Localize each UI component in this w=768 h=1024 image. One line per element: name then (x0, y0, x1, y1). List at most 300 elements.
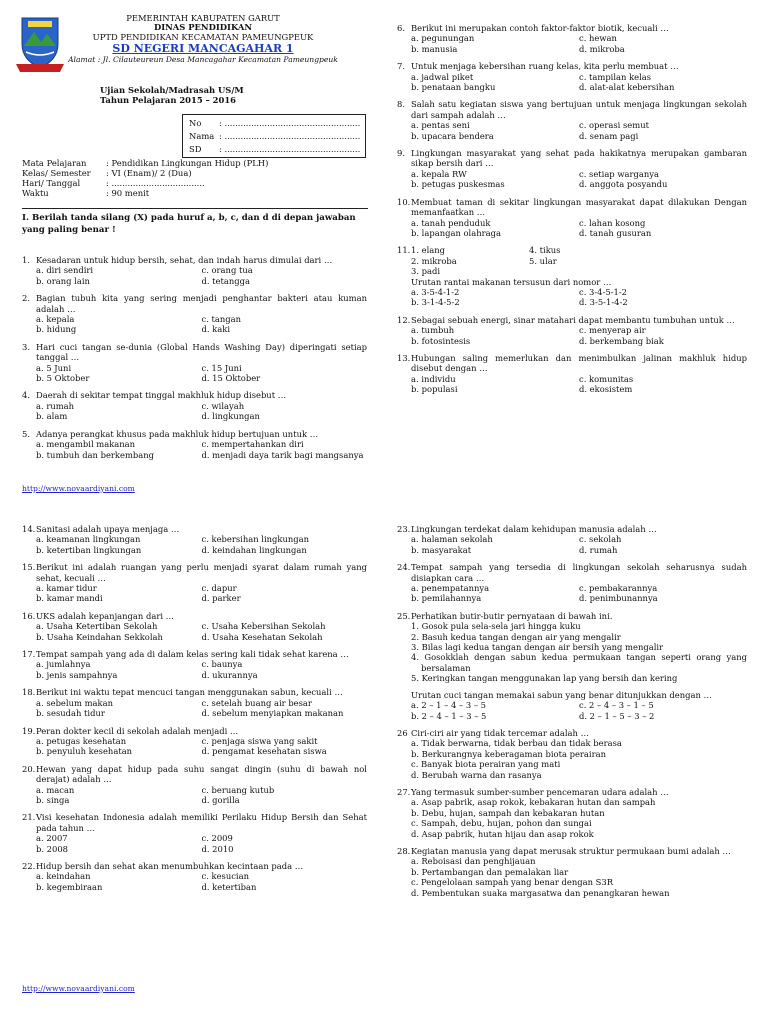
answer-options (397, 287, 747, 308)
left-column-2 (22, 524, 367, 899)
question-number: 27. (397, 786, 411, 797)
question-number: 20. (22, 763, 36, 774)
answer-option[interactable]: c. kebersihan lingkungan (201, 534, 310, 545)
answer-options (22, 736, 367, 757)
question-6 (397, 23, 747, 54)
id-blank[interactable]: : ................................................... (219, 144, 361, 154)
question-number: 13. (397, 352, 411, 363)
answer-option[interactable]: d. 2 – 1 – 5 – 3 – 2 (579, 710, 655, 721)
question-22 (22, 861, 367, 892)
question-text: Bagian tubuh kita yang sering menjadi penghantar bakteri atau kuman adalah … (36, 293, 367, 314)
answer-option[interactable]: a. macan (36, 784, 75, 795)
question-list (22, 524, 367, 892)
question-number: 26 (397, 727, 408, 738)
answer-option[interactable]: b. Pertambangan dan pemalakan liar (411, 866, 569, 877)
instruction: I. Berilah tanda silang (X) pada huruf a, b, c, dan d di depan jawaban yang paling benar ! (22, 213, 356, 235)
question-text-row (22, 390, 367, 400)
food-chain-item: 4. tikus (529, 245, 561, 256)
meta-row (22, 168, 268, 178)
answer-option[interactable]: a. Tidak berwarna, tidak berbau dan tidak berasa (411, 738, 622, 749)
id-label: No (189, 118, 202, 128)
answer-option[interactable]: c. baunya (201, 659, 243, 670)
question-text: Ciri-ciri air yang tidak tercemar adalah … (411, 727, 589, 738)
answer-option[interactable]: a. tanah penduduk (411, 217, 491, 228)
answer-option[interactable]: a. sebelum makan (36, 697, 113, 708)
answer-option[interactable]: b. hidung (36, 324, 77, 335)
answer-option[interactable]: a. penempatannya (411, 583, 490, 594)
question-9 (397, 148, 747, 190)
answer-options (397, 72, 747, 93)
header-divider (22, 208, 368, 209)
question-8 (397, 99, 747, 141)
answer-option[interactable]: a. 5 Juni (36, 362, 72, 373)
question-15 (22, 562, 367, 604)
question-number: 17. (22, 649, 36, 660)
id-label: SD (189, 144, 202, 154)
question-text-row (22, 524, 367, 534)
answer-option[interactable]: d. ukurannya (201, 669, 258, 680)
exam-year: Tahun Pelajaran 2015 – 2016 (100, 94, 236, 105)
handwash-step: 2. Basuh kedua tangan dengan air yang mengalir (411, 631, 621, 642)
answer-options (22, 314, 367, 335)
answer-option[interactable]: d. tetangga (201, 275, 250, 286)
answer-option[interactable]: d. pengamat kesehatan siswa (201, 746, 327, 757)
question-24 (397, 562, 747, 604)
exam-meta (22, 158, 268, 198)
answer-option[interactable]: d. Asap pabrik, hutan hijau dan asap rokok (411, 828, 594, 839)
question-text-row (397, 99, 747, 120)
answer-option[interactable]: b. 2008 (36, 843, 68, 854)
answer-option[interactable]: d. 15 Oktober (201, 373, 261, 384)
answer-option[interactable]: b. lapangan olahraga (411, 227, 501, 238)
answer-option[interactable]: d. kaki (201, 324, 231, 335)
answer-option[interactable]: b. kegembiraan (36, 881, 103, 892)
answer-options (22, 363, 367, 384)
answer-options (397, 218, 747, 239)
question-list (22, 255, 367, 467)
question-number: 10. (397, 196, 411, 207)
question-10 (397, 197, 747, 239)
question-text-row (22, 687, 367, 697)
question-text: Sanitasi adalah upaya menjaga … (36, 524, 180, 534)
question-number: 15. (22, 562, 36, 573)
answer-options (22, 583, 367, 604)
question-text: Berikut ini waktu tepat mencuci tangan menggunakan sabun, kecuali … (36, 687, 343, 698)
question-text: Hidup bersih dan sehat akan menumbuhkan kecintaan pada … (36, 860, 304, 871)
answer-option[interactable]: a. 2007 (36, 833, 68, 844)
question-17 (22, 649, 367, 680)
answer-option[interactable]: d. ekosistem (579, 384, 633, 395)
answer-option[interactable]: d. Pembentukan suaka margasatwa dan penangkaran hewan (411, 887, 670, 898)
answer-option[interactable]: a. 3-5-4-1-2 (411, 286, 460, 297)
answer-option[interactable]: c. Usaha Kebersihan Sekolah (201, 621, 326, 632)
answer-option[interactable]: b. fotosintesis (411, 335, 471, 346)
meta-label: Waktu (22, 188, 49, 198)
question-2 (22, 293, 367, 335)
answer-option[interactable]: d. ketertiban (201, 881, 257, 892)
question-text: Membuat taman di sekitar lingkungan masyarakat dapat dilakukan Dengan memanfaatkan … (411, 196, 747, 218)
answer-option[interactable]: c. setiap warganya (579, 168, 659, 179)
answer-option[interactable]: c. lahan kosong (579, 217, 646, 228)
food-chain-items (411, 245, 747, 276)
question-text: Lingkungan masyarakat yang sehat pada hakikatnya merupakan gambaran sikap bersih dari … (411, 148, 747, 169)
answer-option[interactable]: b. penyuluh kesehatan (36, 746, 133, 757)
question-text: Berikut ini merupakan contoh faktor-faktor biotik, kecuali … (411, 23, 669, 33)
answer-option[interactable]: a. keamanan lingkungan (36, 534, 141, 545)
question-number: 22. (22, 860, 36, 871)
question-number: 18. (22, 687, 36, 698)
question-number: 23. (397, 524, 411, 534)
answer-options (22, 659, 367, 680)
id-label: Nama (189, 131, 215, 141)
answer-option[interactable]: d. senam pagi (579, 130, 639, 141)
answer-option[interactable]: c. 2 – 4 – 3 – 1 – 5 (579, 700, 654, 711)
question-text: Yang termasuk sumber-sumber pencemaran udara adalah … (411, 786, 669, 797)
answer-option[interactable]: a. kepala (36, 314, 75, 325)
question-27 (397, 787, 747, 839)
answer-option[interactable]: a. pentas seni (411, 120, 470, 131)
answer-option[interactable]: c. operasi semut (579, 120, 649, 131)
question-text: Salah satu kegiatan siswa yang bertujuan untuk menjaga lingkungan sekolah dari sampah adalah … (411, 99, 747, 120)
answer-option[interactable]: c. 3-4-5-1-2 (579, 286, 627, 297)
question-number: 1. (22, 255, 30, 265)
answer-option[interactable]: c. beruang kutub (201, 784, 275, 795)
meta-row (22, 158, 268, 168)
question-text: Hewan yang dapat hidup pada suhu sangat dingin (suhu di bawah nol derajat) adalah … (36, 763, 367, 785)
handwash-step: 1. Gosok pula sela-sela jari hingga kuku (411, 621, 581, 632)
answer-options (22, 621, 367, 642)
answer-option[interactable]: c. orang tua (201, 265, 253, 276)
question-text-row (397, 315, 747, 325)
answer-option[interactable]: a. Usaha Ketertiban Sekolah (36, 621, 158, 632)
answer-option[interactable]: d. parker (201, 593, 241, 604)
answer-options (397, 534, 747, 555)
question-text-row (22, 812, 367, 833)
question-text: Perhatikan butir-butir pernyataan di bawah ini. (411, 610, 613, 621)
question-text-row (22, 764, 367, 785)
handwash-step: 5. Keringkan tangan menggunakan lap yang bersih dan kering (411, 673, 678, 684)
question-text: Daerah di sekitar tempat tinggal makhluk hidup disebut … (36, 390, 287, 401)
answer-option[interactable]: b. masyarakat (411, 544, 472, 555)
gov-line: PEMERINTAH KABUPATEN GARUT (126, 13, 280, 23)
question-3 (22, 342, 367, 384)
question-number: 28. (397, 845, 411, 856)
question-text: Peran dokter kecil di sekolah adalah menjadi … (36, 725, 239, 736)
right-column-2 (397, 524, 747, 905)
answer-option[interactable]: b. pemilahannya (411, 593, 482, 604)
question-text-row (22, 726, 367, 736)
question-list (397, 23, 747, 238)
answer-option[interactable]: c. Pengelolaan sampah yang benar dengan S3R (411, 877, 614, 888)
answer-option[interactable]: d. 3-5-1-4-2 (579, 297, 628, 308)
question-text: Untuk menjaga kebersihan ruang kelas, kita perlu membuat … (411, 61, 679, 72)
answer-options (397, 797, 747, 839)
question-7 (397, 61, 747, 92)
answer-option[interactable]: a. individu (411, 373, 456, 384)
question-20 (22, 764, 367, 806)
answer-option[interactable]: c. menyerap air (579, 325, 646, 336)
answer-option[interactable]: c. setelah buang air besar (201, 697, 312, 708)
question-number: 8. (397, 99, 405, 110)
question-text-row (397, 148, 747, 169)
handwash-step: 4. Gosokklah dengan sabun kedua permukaan tangan seperti orang yang bersalaman (411, 652, 747, 673)
food-chain-item: 5. ular (529, 255, 557, 266)
question-text-row (397, 197, 747, 218)
meta-row (22, 188, 268, 198)
question-23 (397, 524, 747, 555)
question-5 (22, 429, 367, 460)
question-text: Hari cuci tangan se-dunia (Global Hands Washing Day) diperingati setiap tanggal … (36, 341, 367, 363)
question-text-row (397, 353, 747, 374)
answer-options (397, 120, 747, 141)
answer-option[interactable]: b. 2 – 4 – 1 – 3 – 5 (411, 710, 487, 721)
answer-option[interactable]: b. Usaha Keindahan Sekkolah (36, 631, 163, 642)
question-number: 7. (397, 61, 405, 72)
answer-option[interactable]: c. Banyak biota perairan yang mati (411, 759, 561, 770)
exam-name: Ujian Sekolah/Madrasah US/M (100, 85, 244, 95)
answer-option[interactable]: d. 2010 (201, 843, 234, 854)
answer-option[interactable]: d. lingkungan (201, 411, 260, 422)
answer-option[interactable]: b. alam (36, 411, 68, 422)
answer-option[interactable]: b. Berkurangnya keberagaman biota perairan (411, 748, 606, 759)
answer-option[interactable]: a. mengambil makanan (36, 439, 136, 450)
answer-options (397, 374, 747, 395)
answer-option[interactable]: c. hewan (579, 33, 617, 44)
question-number: 21. (22, 812, 36, 823)
question-text: Urutan rantai makanan tersusun dari nomor … (411, 276, 612, 287)
right-column-1 (397, 23, 747, 402)
answer-option[interactable]: d. alat-alat kebersihan (579, 82, 675, 93)
question-text-row (397, 524, 747, 534)
question-text-row (397, 23, 747, 33)
answer-option[interactable]: b. Debu, hujan, sampah dan kebakaran hutan (411, 807, 605, 818)
meta-value: : 90 menit (106, 188, 150, 198)
answer-options (22, 833, 367, 854)
answer-option[interactable]: a. jumlahnya (36, 659, 91, 670)
question-text-row (22, 342, 367, 363)
answer-option[interactable]: c. penjaga siswa yang sakit (201, 735, 318, 746)
answer-option[interactable]: c. komunitas (579, 373, 634, 384)
answer-option[interactable]: d. keindahan lingkungan (201, 544, 307, 555)
question-list (397, 728, 747, 898)
question-text: Tempat sampah yang tersedia di lingkungan sekolah seharusnya sudah disiapkan cara … (411, 562, 747, 583)
question-text: Urutan cuci tangan memakai sabun yang benar ditunjukkan dengan … (411, 689, 712, 700)
answer-option[interactable]: d. menjadi daya tarik bagi mangsanya (201, 449, 364, 460)
question-number: 5. (22, 428, 30, 439)
answer-option[interactable]: d. sebelum menyiapkan makanan (201, 708, 344, 719)
question-text-row (397, 611, 747, 700)
answer-option[interactable]: b. sesudah tidur (36, 708, 105, 719)
question-number: 25. (397, 610, 411, 621)
question-text: Tempat sampah yang ada di dalam kelas sering kali tidak sehat karena … (36, 649, 349, 660)
answer-option[interactable]: a. Reboisasi dan penghijauan (411, 856, 536, 867)
answer-option[interactable]: a. pegunungan (411, 33, 475, 44)
answer-option[interactable]: c. kesucian (201, 871, 249, 882)
answer-option[interactable]: b. ketertiban lingkungan (36, 544, 142, 555)
question-text: Adanya perangkat khusus pada makhluk hidup bertujuan untuk … (36, 428, 319, 439)
meta-label: Kelas/ Semester (22, 168, 91, 178)
question-number: 14. (22, 524, 36, 534)
answer-option[interactable]: a. kamar tidur (36, 583, 97, 594)
answer-options (22, 785, 367, 806)
question-text: Berikut ini adalah ruangan yang perlu menjadi syarat dalam rumah yang sehat, kecuali … (36, 562, 367, 583)
answer-option[interactable]: b. kamar mandi (36, 593, 103, 604)
question-text-row (397, 787, 747, 797)
id-blank[interactable]: : ................................................... (219, 118, 361, 128)
question-list (397, 315, 747, 395)
answer-option[interactable]: a. halaman sekolah (411, 534, 493, 545)
answer-option[interactable]: b. singa (36, 794, 70, 805)
answer-options (397, 738, 747, 780)
question-14 (22, 524, 367, 555)
question-number: 9. (397, 148, 405, 159)
meta-row (22, 178, 268, 188)
question-number: 11. (397, 245, 411, 256)
answer-option[interactable]: a. tumbuh (411, 325, 455, 336)
question-21 (22, 812, 367, 854)
answer-option[interactable]: d. berkembang biak (579, 335, 664, 346)
answer-option[interactable]: a. Asap pabrik, asap rokok, kebakaran hutan dan sampah (411, 797, 656, 808)
answer-options (397, 325, 747, 346)
answer-option[interactable]: b. populasi (411, 384, 458, 395)
answer-option[interactable]: d. gorilla (201, 794, 240, 805)
question-number: 19. (22, 725, 36, 736)
food-chain-item: 1. elang (411, 245, 446, 256)
question-text: UKS adalah kepanjangan dari … (36, 610, 175, 621)
answer-option[interactable]: a. diri sendiri (36, 265, 94, 276)
answer-options (22, 534, 367, 555)
answer-options (22, 439, 367, 460)
question-text-row (22, 611, 367, 621)
answer-option[interactable]: c. mempertahankan diri (201, 439, 304, 450)
question-number: 2. (22, 293, 30, 304)
answer-option[interactable]: c. tangan (201, 314, 242, 325)
question-body (411, 611, 747, 700)
answer-option[interactable]: c. 2009 (201, 833, 233, 844)
answer-option[interactable]: d. anggota posyandu (579, 179, 668, 190)
question-text: Visi kesehatan Indonesia adalah memiliki Perilaku Hidup Bersih dan Sehat pada tahun … (36, 812, 367, 833)
answer-option[interactable]: c. sekolah (579, 534, 622, 545)
answer-options (22, 401, 367, 422)
question-text-row (22, 861, 367, 871)
answer-option[interactable]: d. mikroba (579, 43, 625, 54)
question-text-row (397, 245, 747, 287)
answer-option[interactable]: c. pembakarannya (579, 583, 658, 594)
answer-option[interactable]: c. dapur (201, 583, 237, 594)
exam-page-1 (0, 0, 768, 505)
question-13 (397, 353, 747, 395)
school-name: SD NEGERI MANCAGAHAR 1 (112, 42, 294, 56)
handwash-step: 3. Bilas lagi kedua tangan dengan air bersih yang mengalir (411, 642, 664, 653)
question-number: 12. (397, 314, 411, 325)
answer-option[interactable]: c. wilayah (201, 400, 245, 411)
left-column-1 (22, 0, 367, 505)
handwash-steps (411, 621, 747, 683)
question-11 (397, 245, 747, 307)
question-26 (397, 728, 747, 780)
dept-line: DINAS PENDIDIKAN (153, 22, 253, 33)
answer-option[interactable]: b. manusia (411, 43, 458, 54)
meta-label: Mata Pelajaran (22, 158, 87, 168)
answer-options (397, 169, 747, 190)
food-chain-item (529, 266, 747, 276)
answer-option[interactable]: a. rumah (36, 400, 75, 411)
answer-options (397, 856, 747, 898)
answer-option[interactable]: c. Sampah, debu, hujan, pohon dan sungai (411, 818, 592, 829)
answer-option[interactable]: b. upacara bendera (411, 130, 494, 141)
question-text: Sebagai sebuah energi, sinar matahari dapat membantu tumbuhan untuk … (411, 314, 735, 325)
question-4 (22, 390, 367, 421)
meta-value: : Pendidikan Lingkungan Hidup (PLH) (106, 158, 269, 168)
answer-option[interactable]: b. petugas puskesmas (411, 179, 505, 190)
question-number: 6. (397, 23, 405, 33)
question-text: Kesadaran untuk hidup bersih, sehat, dan indah harus dimulai dari … (36, 255, 333, 265)
question-text-row (22, 255, 367, 265)
answer-option[interactable]: b. penataan bangku (411, 82, 496, 93)
website-link[interactable]: http://www.novaardiyani.com (22, 484, 135, 493)
question-text-row (22, 293, 367, 314)
answer-option[interactable]: a. keindahan (36, 871, 91, 882)
question-text-row (22, 562, 367, 583)
answer-option[interactable]: d. tanah gusuran (579, 227, 652, 238)
answer-option[interactable]: c. tampilan kelas (579, 71, 652, 82)
question-text: Kegiatan manusia yang dapat merusak struktur permukaan bumi adalah … (411, 845, 731, 856)
question-text: Lingkungan terdekat dalam kehidupan manusia adalah … (411, 524, 657, 534)
answer-options (22, 871, 367, 892)
answer-option[interactable]: d. Berubah warna dan rasanya (411, 769, 542, 780)
question-12 (397, 315, 747, 346)
school-address: Alamat : Jl. Cilauteureun Desa Mancagahar Kecamatan Pameungpeuk (68, 55, 338, 65)
id-blank[interactable]: : ................................................... (219, 131, 361, 141)
question-19 (22, 726, 367, 757)
question-text-row (397, 562, 747, 583)
question-text-row (22, 429, 367, 439)
answer-option[interactable]: d. Usaha Kesehatan Sekolah (201, 631, 323, 642)
website-link[interactable]: http://www.novaardiyani.com (22, 984, 135, 993)
answer-option[interactable]: d. penimbunannya (579, 593, 658, 604)
answer-options (22, 265, 367, 286)
answer-option[interactable]: b. orang lain (36, 275, 90, 286)
question-text-row (397, 728, 747, 738)
answer-option[interactable]: a. kepala RW (411, 168, 467, 179)
answer-option[interactable]: a. 2 – 1 – 4 – 3 – 5 (411, 700, 487, 711)
question-text: Hubungan saling memerlukan dan menimbulkan jalinan makhluk hidup disebut dengan … (411, 352, 747, 374)
question-number: 4. (22, 390, 30, 401)
answer-option[interactable]: c. 15 Juni (201, 362, 242, 373)
answer-options (397, 583, 747, 604)
question-number: 24. (397, 562, 411, 573)
answer-option[interactable]: a. petugas kesehatan (36, 735, 127, 746)
meta-value: : VI (Enam)/ 2 (Dua) (106, 168, 192, 178)
question-18 (22, 687, 367, 718)
answer-option[interactable]: d. rumah (579, 544, 618, 555)
answer-options (22, 698, 367, 719)
answer-option[interactable]: b. 5 Oktober (36, 373, 90, 384)
answer-options (397, 700, 747, 721)
question-number: 16. (22, 610, 36, 621)
answer-options (397, 33, 747, 54)
question-text-row (397, 846, 747, 856)
answer-option[interactable]: b. 3-1-4-5-2 (411, 297, 460, 308)
meta-label: Hari/ Tanggal (22, 178, 81, 188)
uptd-line: UPTD PENDIDIKAN KECAMATAN PAMEUNGPEUK (92, 31, 314, 42)
answer-option[interactable]: b. jenis sampahnya (36, 669, 118, 680)
question-body (411, 245, 747, 287)
question-text-row (397, 61, 747, 71)
question-28 (397, 846, 747, 898)
answer-option[interactable]: b. tumbuh dan berkembang (36, 449, 155, 460)
answer-option[interactable]: a. jadwal piket (411, 71, 474, 82)
